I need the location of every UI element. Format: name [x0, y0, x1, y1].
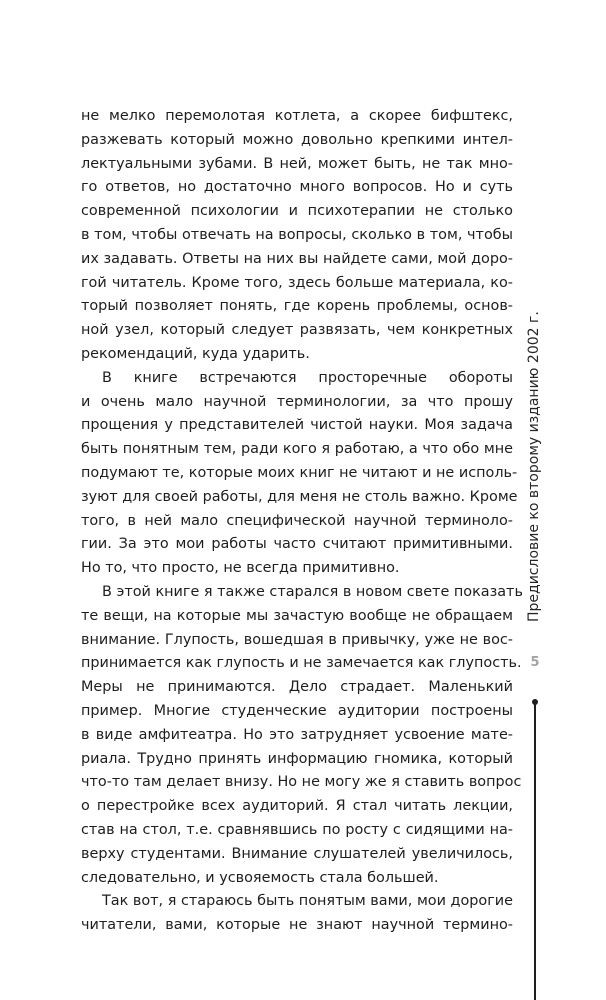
text-line: торый позволяет понять, где корень проблемы, основ- — [81, 298, 513, 315]
text-line: зуют для своей работы, для меня не столь важно. Кроме — [81, 488, 518, 505]
text-line: внимание. Глупость, вошедшая в привычку, уже не вос- — [81, 631, 513, 648]
text-line: принимается как глупость и не замечается как глупость. — [81, 655, 522, 672]
text-line: следовательно, и усвояемость стала большей. — [81, 869, 439, 886]
text-line: верху студентами. Внимание слушателей увеличилось, — [81, 845, 513, 862]
text-line: подумают те, которые моих книг не читают и не исполь- — [81, 464, 518, 481]
text-line: разжевать который можно довольно крепкими интел- — [81, 131, 513, 148]
text-line: те вещи, на которые мы зачастую вообще не обращаем — [81, 607, 513, 624]
text-line: не мелко перемолотая котлета, а скорее бифштекс, — [81, 108, 513, 124]
margin-rule-line — [534, 703, 536, 1000]
text-line: что-то там делает внизу. Но не могу же я ставить вопрос — [81, 774, 522, 791]
text-line: ной узел, который следует развязать, чем конкретных — [81, 322, 513, 339]
text-line: лектуальными зубами. В ней, может быть, не так мно- — [81, 155, 513, 172]
text-line: их задавать. Ответы на них вы найдете сами, мой доро- — [81, 250, 513, 267]
text-line: Меры не принимаются. Дело страдает. Маленький — [81, 679, 513, 696]
main-text-block — [81, 105, 523, 938]
text-line: быть понятным тем, ради кого я работаю, а что обо мне — [81, 441, 513, 458]
text-line: рекомендаций, куда ударить. — [81, 345, 310, 362]
text-line: гии. За это мои работы часто считают примитивными. — [81, 536, 513, 553]
text-line: Но то, что просто, не всегда примитивно. — [81, 560, 400, 577]
text-line: В этой книге я также старался в новом свете показать — [102, 583, 523, 600]
text-line: в том, чтобы отвечать на вопросы, сколько в том, чтобы — [81, 226, 513, 243]
text-line: в виде амфитеатра. Но это затрудняет усвоение мате- — [81, 726, 513, 743]
text-line: гой читатель. Кроме того, здесь больше материала, ко- — [81, 274, 513, 291]
text-line: го ответов, но достаточно много вопросов. Но и суть — [81, 179, 513, 196]
text-line: современной психологии и психотерапии не столько — [81, 203, 513, 220]
text-line: прощения у представителей чистой науки. Моя задача — [81, 417, 513, 434]
text-line: риала. Трудно принять информацию гномика, который — [81, 750, 513, 767]
text-line: о перестройке всех аудиторий. Я стал читать лекции, — [81, 798, 513, 815]
text-line: пример. Многие студенческие аудитории построены — [81, 702, 513, 719]
running-title: Предисловие ко второму изданию 2002 г. — [526, 311, 542, 622]
page-number: 5 — [530, 655, 540, 670]
text-line: того, в ней мало специфической научной терминоло- — [81, 512, 513, 529]
text-line: В книге встречаются просторечные обороты — [102, 369, 513, 386]
text-line: став на стол, т.е. сравнявшись по росту с сидящими на- — [81, 821, 513, 838]
text-line: и очень мало научной терминологии, за что прошу — [81, 393, 513, 410]
text-line: читатели, вами, которые не знают научной термино- — [81, 917, 513, 934]
text-line: Так вот, я стараюсь быть понятым вами, мои дорогие — [102, 893, 513, 910]
